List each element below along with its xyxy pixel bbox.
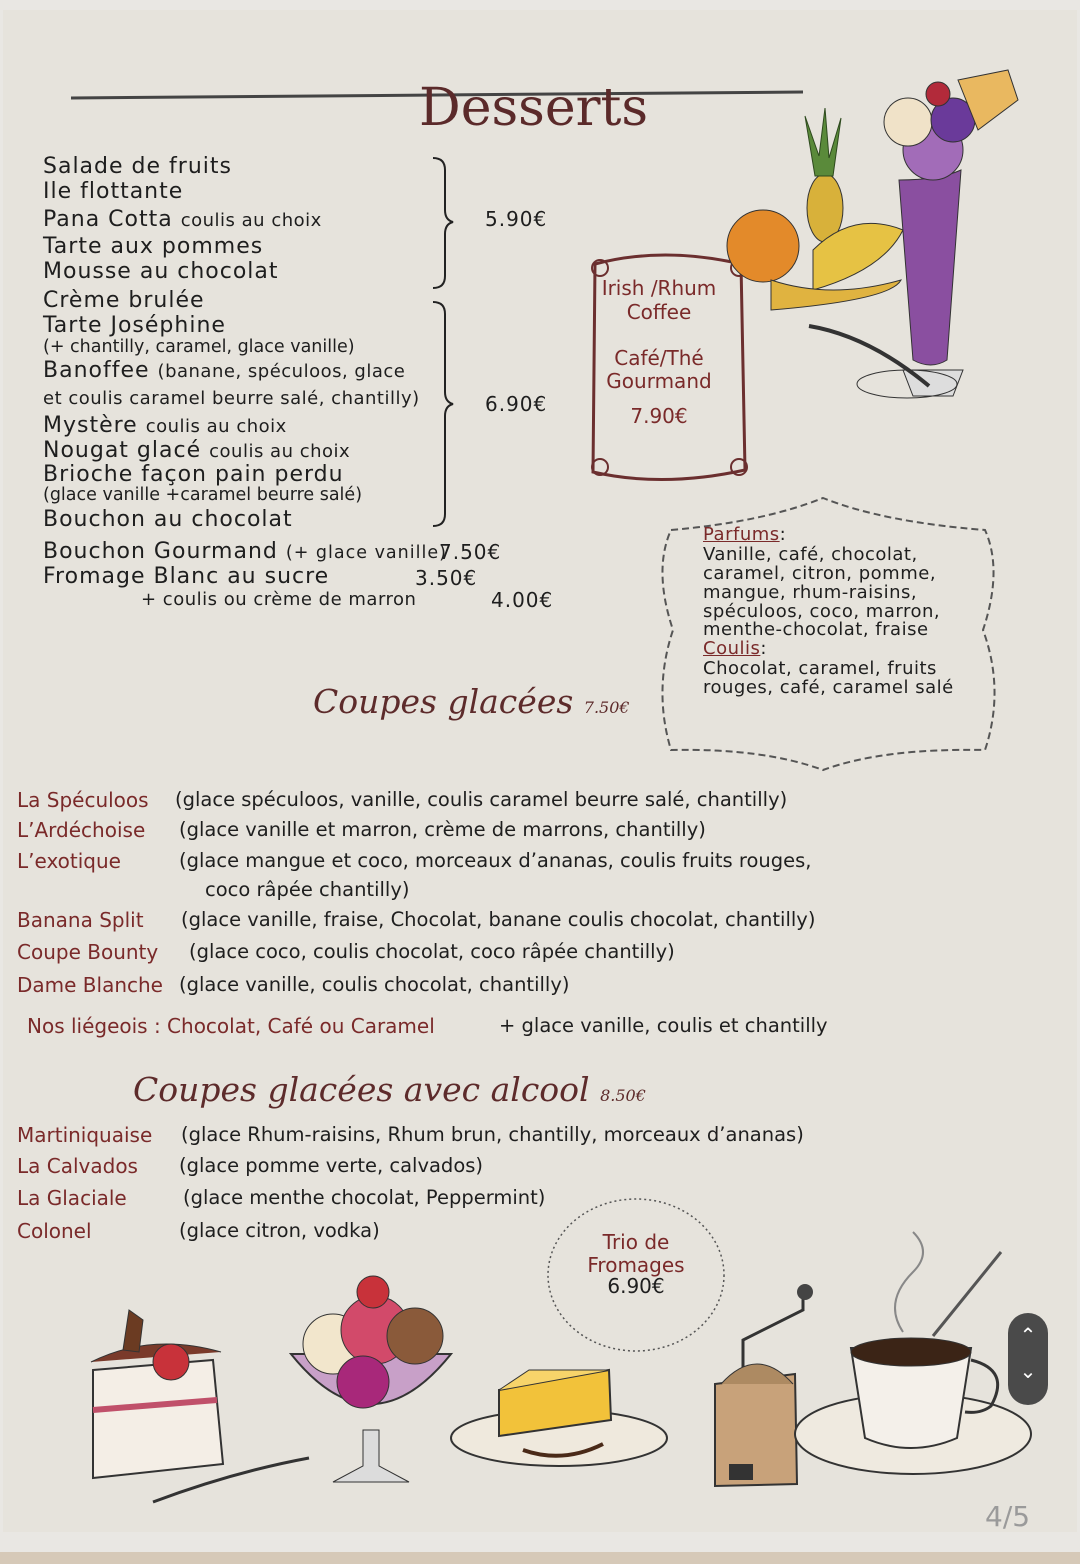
liegeois-label: Nos liégeois : Chocolat, Café ou Caramel: [27, 1014, 435, 1038]
liegeois-desc: + glace vanille, coulis et chantilly: [499, 1014, 828, 1037]
coffee-grinder-illustration: [715, 1284, 813, 1486]
menu-item-note: (banane, spéculoos, glace: [157, 361, 406, 382]
ice-cream-bowl-illustration: [291, 1276, 451, 1482]
menu-item: Mousse au chocolat: [43, 259, 279, 284]
parfums-line: menthe-chocolat, fraise: [703, 619, 929, 640]
coffee-box-line: Café/Thé: [614, 346, 704, 370]
page-scroll-control: [1008, 1313, 1048, 1405]
parfums-line: spéculoos, coco, marron,: [703, 601, 941, 622]
parfums-heading: Parfums:: [703, 524, 787, 545]
menu-item-note: (glace vanille +caramel beurre salé): [43, 485, 363, 505]
menu-item: Tarte Joséphine: [43, 313, 226, 338]
coulis-line: rouges, café, caramel salé: [703, 677, 954, 698]
coupe-desc: (glace Rhum-raisins, Rhum brun, chantilly, morceaux d’ananas): [181, 1123, 804, 1146]
group2-price: 6.90€: [485, 392, 548, 416]
page-indicator: 4/5: [985, 1500, 1031, 1533]
page-title: Desserts: [419, 78, 649, 138]
menu-item-note: coulis au choix: [180, 210, 322, 231]
cheesecake-illustration: [451, 1370, 667, 1466]
menu-item: Salade de fruits: [43, 154, 232, 179]
menu-item: [43, 207, 322, 232]
coupe-desc: (glace vanille et marron, crème de marrons, chantilly): [179, 818, 706, 841]
coupe-desc: (glace vanille, coulis chocolat, chantilly): [179, 973, 570, 996]
coulis-line: Chocolat, caramel, fruits: [703, 658, 937, 679]
menu-item-note: et coulis caramel beurre salé, chantilly): [43, 388, 420, 409]
menu-item: Bouchon au chocolat: [43, 507, 293, 532]
coupe-name: La Spéculoos: [17, 788, 149, 812]
menu-item: Brioche façon pain perdu: [43, 462, 344, 487]
menu-item: Ile flottante: [43, 179, 184, 204]
coupe-name: Banana Split: [17, 908, 144, 932]
coffee-box-price: 7.90€: [630, 404, 688, 428]
menu-item-note: + coulis ou crème de marron: [141, 589, 417, 610]
section-title: Coupes glacées avec alcool 8.50€: [133, 1070, 646, 1109]
section-title: Coupes glacées 7.50€: [313, 682, 630, 721]
fromage-price: 3.50€: [415, 566, 478, 590]
coupe-desc: (glace citron, vodka): [179, 1219, 380, 1242]
coupe-desc: coco râpée chantilly): [205, 878, 410, 901]
coffee-box-line: Coffee: [626, 300, 692, 324]
coupe-name: Colonel: [17, 1219, 92, 1243]
menu-item: Fromage Blanc au sucre: [43, 564, 330, 589]
coupe-name: Martiniquaise: [17, 1123, 153, 1147]
fromage-extra-price: 4.00€: [491, 588, 554, 612]
trio-line: Fromages: [587, 1253, 685, 1277]
group1-price: 5.90€: [485, 207, 548, 231]
coupe-name: Dame Blanche: [17, 973, 163, 997]
coupe-name: La Calvados: [17, 1154, 138, 1178]
menu-item-note: (+ glace vanille): [285, 543, 447, 563]
coulis-heading: Coulis:: [703, 638, 767, 659]
menu-item: Tarte aux pommes: [43, 234, 264, 259]
parfums-line: Vanille, café, chocolat,: [703, 544, 918, 565]
coffee-box-line: Gourmand: [606, 369, 712, 393]
coupe-name: La Glaciale: [17, 1186, 127, 1210]
parfums-line: mangue, rhum-raisins,: [703, 582, 918, 603]
parfums-line: caramel, citron, pomme,: [703, 563, 937, 584]
sundae-fruit-illustration: [727, 70, 1018, 398]
coupe-desc: (glace mangue et coco, morceaux d’ananas, coulis fruits rouges,: [179, 849, 812, 872]
menu-item-note: (+ chantilly, caramel, glace vanille): [43, 337, 355, 357]
menu-item: [43, 413, 287, 438]
coupe-desc: (glace coco, coulis chocolat, coco râpée chantilly): [189, 940, 675, 963]
coupe-desc: (glace vanille, fraise, Chocolat, banane coulis chocolat, chantilly): [181, 908, 816, 931]
menu-item-note: coulis au choix: [145, 416, 287, 437]
menu-item-note: coulis au choix: [209, 441, 351, 462]
coffee-cup-illustration: [795, 1232, 1031, 1474]
gourmand-price: 7.50€: [439, 540, 502, 564]
next-page-edge: [0, 1552, 1080, 1564]
coupe-desc: (glace menthe chocolat, Peppermint): [183, 1186, 546, 1209]
coupe-name: Coupe Bounty: [17, 940, 159, 964]
menu-item-name: Pana Cotta: [43, 207, 173, 232]
menu-item: [43, 539, 447, 564]
brace-group2: [433, 302, 453, 526]
menu-item-name: Nougat glacé: [43, 438, 202, 463]
menu-item: [43, 438, 350, 463]
menu-item-name: Banoffee: [43, 358, 150, 383]
brace-group1: [433, 158, 453, 288]
scroll-down-button[interactable]: ⌄: [1019, 1359, 1037, 1383]
trio-price: 6.90€: [607, 1274, 665, 1298]
coupe-name: L’Ardéchoise: [17, 818, 146, 842]
coupe-desc: (glace pomme verte, calvados): [179, 1154, 484, 1177]
coupe-name: L’exotique: [17, 849, 121, 873]
menu-item-name: Mystère: [43, 413, 138, 438]
coupe-desc: (glace spéculoos, vanille, coulis caramel beurre salé, chantilly): [175, 788, 788, 811]
scroll-up-button[interactable]: ⌃: [1019, 1323, 1037, 1347]
menu-item: [43, 358, 405, 383]
menu-item-name: Bouchon Gourmand: [43, 539, 278, 564]
coffee-box-line: Irish /Rhum: [601, 276, 717, 300]
cake-slice-illustration: [91, 1310, 309, 1502]
menu-page: [3, 10, 1077, 1532]
menu-item: Crème brulée: [43, 288, 205, 313]
trio-line: Trio de: [602, 1230, 670, 1254]
